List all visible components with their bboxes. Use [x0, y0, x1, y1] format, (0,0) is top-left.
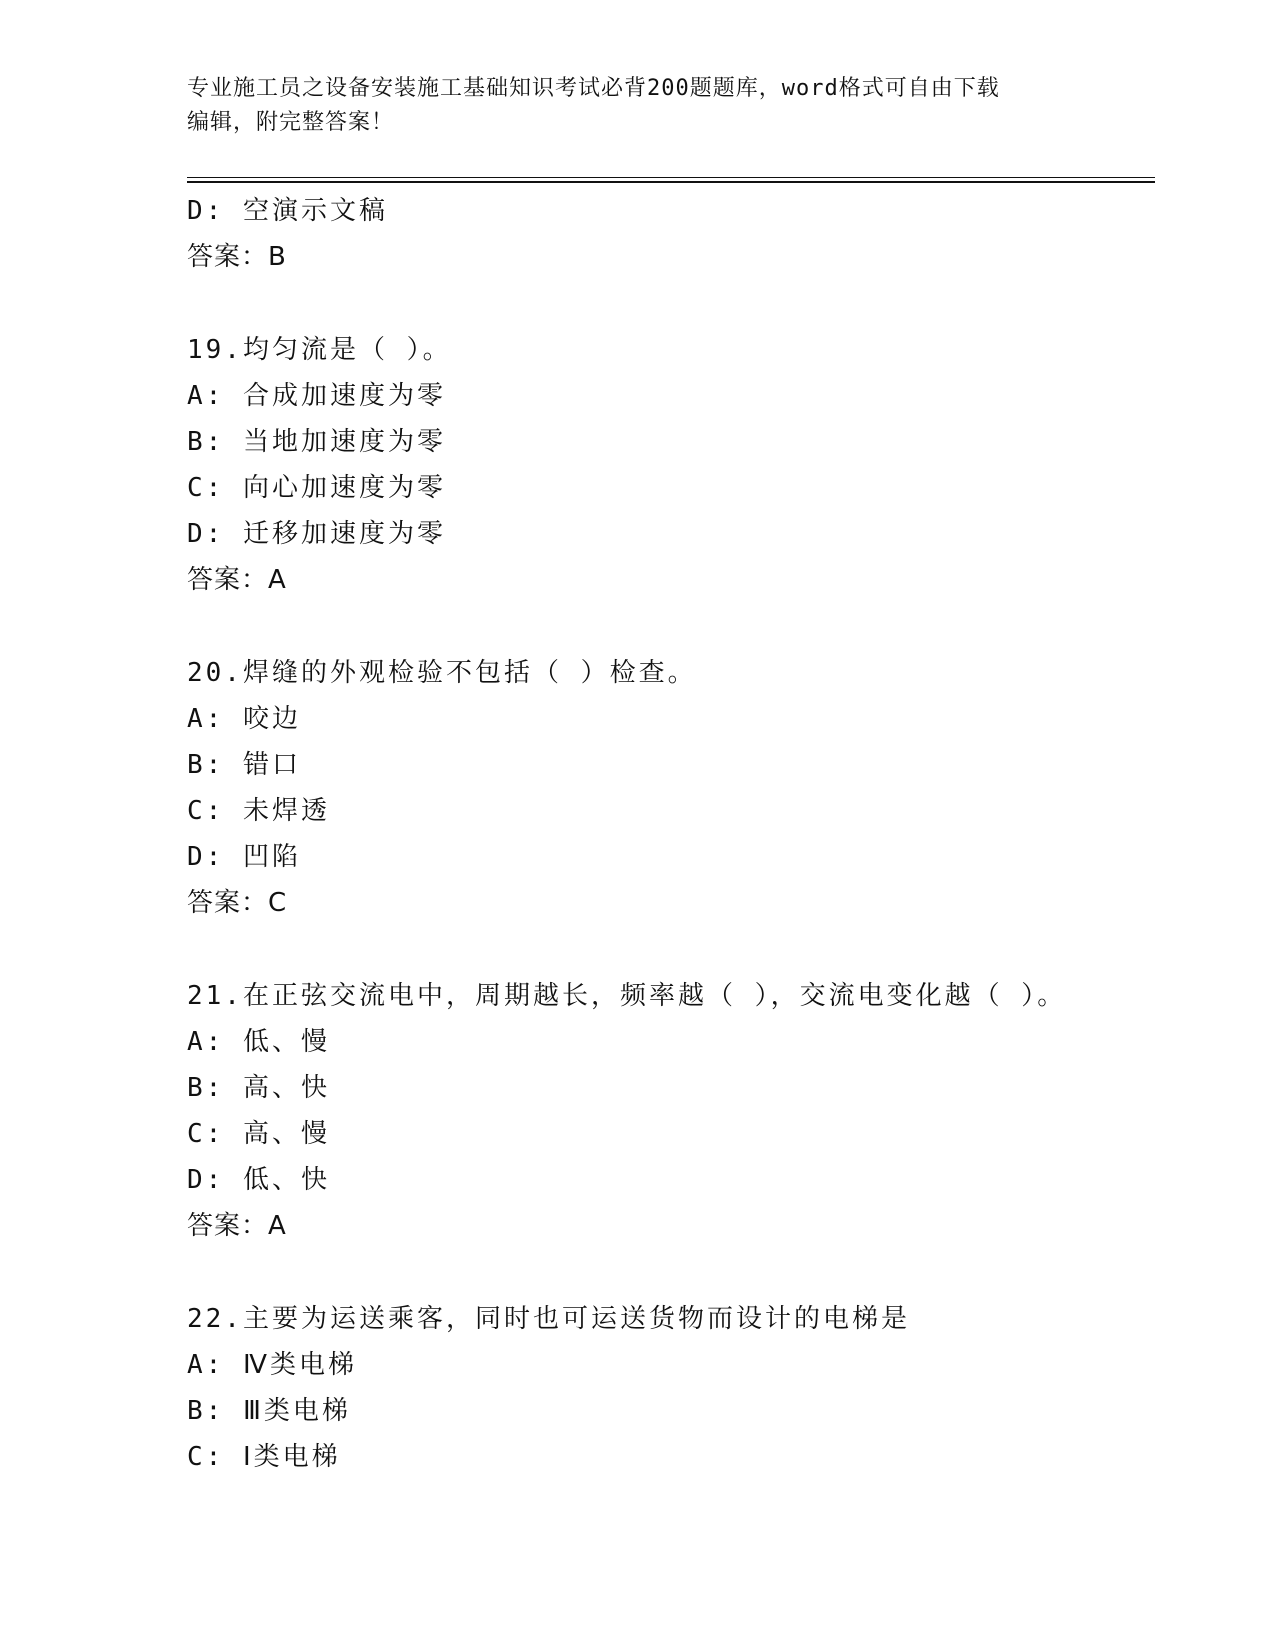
- question-stem: 21.在正弦交流电中，周期越长，频率越（ ），交流电变化越（ ）。: [187, 981, 1067, 1011]
- option-a: A: 低、慢: [187, 1027, 330, 1057]
- question-stem: 19.均匀流是（ ）。: [187, 335, 452, 365]
- answer-line: 答案：B: [187, 242, 287, 272]
- question-block: [187, 1296, 1155, 1480]
- option-b: B: Ⅲ类电梯: [187, 1396, 351, 1426]
- header-divider-thick: [187, 181, 1155, 183]
- question-block: [187, 973, 1155, 1249]
- option-c: C: 未焊透: [187, 796, 330, 826]
- question-block: [187, 327, 1155, 603]
- document-header: [187, 72, 1087, 140]
- option-c: C: Ⅰ类电梯: [187, 1442, 341, 1472]
- answer-line: 答案：C: [187, 888, 288, 918]
- option-d: D: 低、快: [187, 1165, 330, 1195]
- question-stem: 20.焊缝的外观检验不包括（ ）检查。: [187, 658, 697, 688]
- header-line-2: 编辑，附完整答案！: [187, 110, 395, 135]
- option-b: B: 当地加速度为零: [187, 427, 446, 457]
- option-c: C: 向心加速度为零: [187, 473, 446, 503]
- question-content: [187, 188, 1155, 1480]
- option-a: A: Ⅳ类电梯: [187, 1350, 357, 1380]
- option-d: D: 迁移加速度为零: [187, 519, 446, 549]
- option-d: D: 凹陷: [187, 842, 301, 872]
- option-a: A: 咬边: [187, 704, 301, 734]
- option-b: B: 错口: [187, 750, 301, 780]
- question-block: [187, 650, 1155, 926]
- question-stem: 22.主要为运送乘客，同时也可运送货物而设计的电梯是: [187, 1304, 910, 1334]
- option-a: A: 合成加速度为零: [187, 381, 446, 411]
- answer-line: 答案：A: [187, 565, 287, 595]
- answer-line: 答案：A: [187, 1211, 287, 1241]
- option-b: B: 高、快: [187, 1073, 330, 1103]
- option-c: C: 高、慢: [187, 1119, 330, 1149]
- header-divider-thin: [187, 177, 1155, 178]
- option-d: D: 空演示文稿: [187, 196, 388, 226]
- header-line-1: 专业施工员之设备安装施工基础知识考试必背200题题库，word格式可自由下载: [187, 76, 1000, 101]
